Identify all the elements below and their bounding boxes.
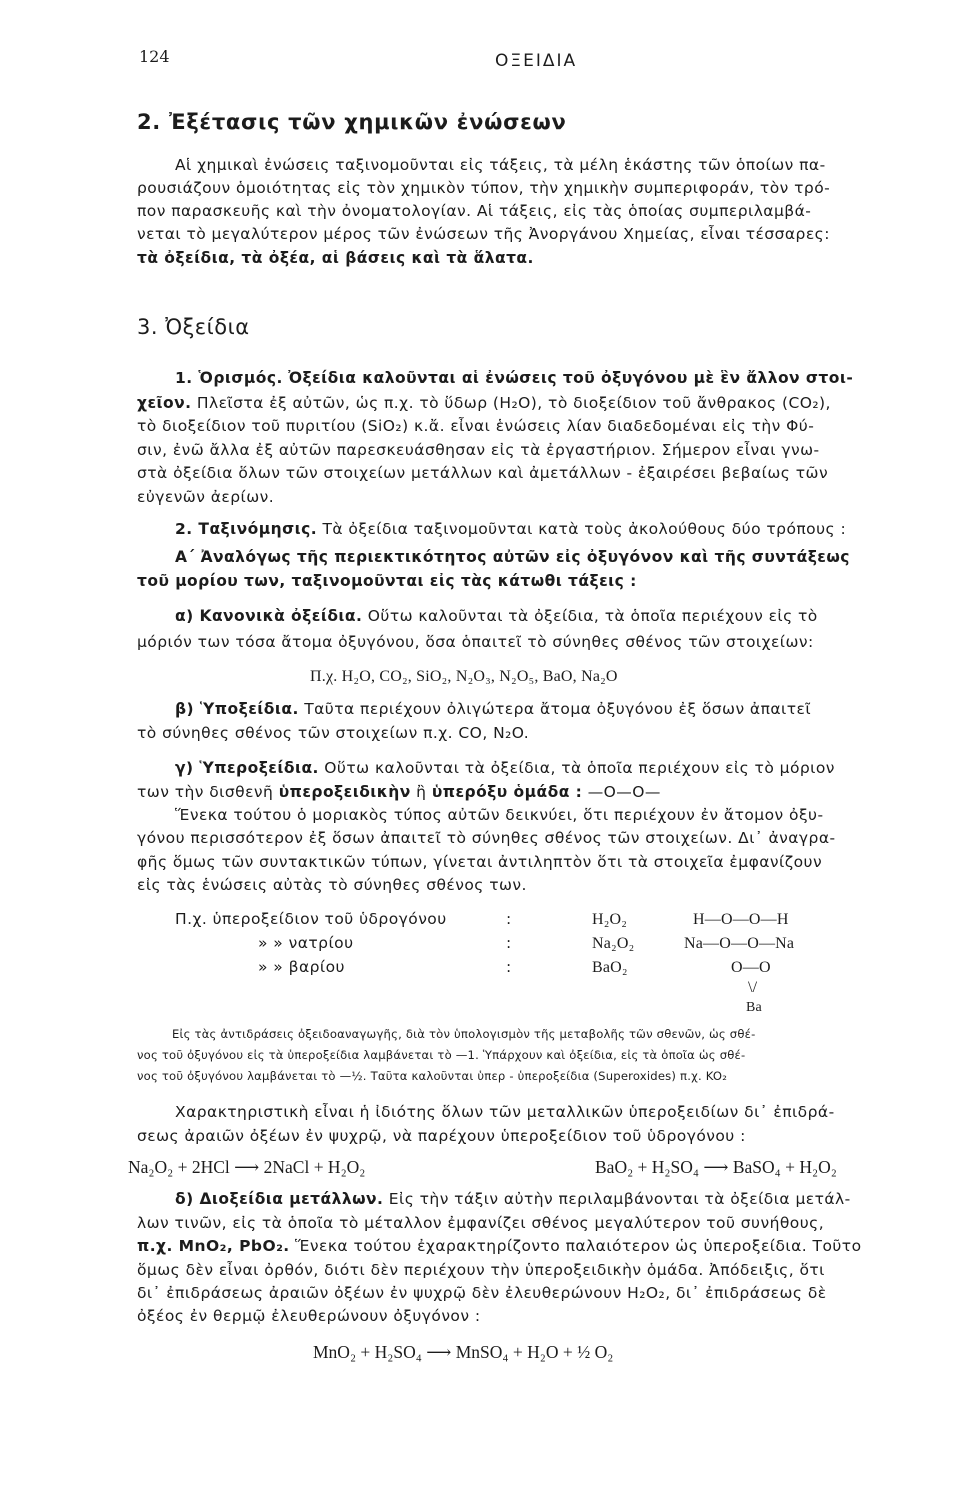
dioxides-label: δ) Διοξείδια μετάλλων. [175, 1190, 384, 1208]
dioxides-line: λων τινῶν, εἰς τὰ ὁποῖα τὸ μέταλλον ἐμφανίζει σθένος μεγαλύτερον τοῦ συνήθους, [137, 1214, 825, 1232]
peroxide-sep: : [506, 958, 512, 976]
dioxides-text: Εἰς τὴν τάξιν αὐτὴν περιλαμβάνονται τὰ ὀξείδια μετάλ- [388, 1190, 851, 1208]
peroxides-line: γόνου περισσότερον ἐξ ὅσων ἀπαιτεῖ τὸ σύνηθες σθένος τῶν στοιχείων. Δι᾿ ἀναγρα- [137, 829, 836, 847]
peroxides-text: Οὕτω καλοῦνται τὰ ὀξείδια, τὰ ὁποῖα περιέχουν εἰς τὸ μόριον [324, 759, 835, 777]
footnote-line: νος τοῦ ὀξυγόνου λαμβάνεται τὸ —½. Ταῦτα καλοῦνται ὑπερ - ὑπεροξείδια (Superoxides) π.χ. KO₂ [137, 1069, 728, 1083]
peroxide-structure: Na—O—O—Na [684, 935, 795, 952]
footnote-line: νος τοῦ ὀξυγόνου εἰς τὰ ὑπεροξείδια λαμβάνεται τὸ —1. Ὑπάρχουν καὶ ὀξείδια, εἰς τὰ ὁποῖα ὡς σθέ- [137, 1048, 746, 1062]
property-line: σεως ἀραιῶν ὀξέων ἐν ψυχρῷ, νὰ παρέχουν ὑπεροξείδιον τοῦ ὑδρογόνου : [137, 1127, 746, 1145]
definition-line: σιν, ἐνῶ ἄλλα ἐξ αὐτῶν παρεσκευάσθησαν εἰς τὰ ἐργαστήριον. Σήμερον εἶναι γνω- [137, 441, 820, 459]
normal-oxides-example: Π.χ. H₂O, CO₂, SiO₂, N₂O₃, N₂O₅, BaO, Na₂O [310, 668, 618, 685]
category-a-line: τοῦ μορίου των, ταξινομοῦνται εἰς τὰς κάτωθι τάξεις : [137, 572, 637, 590]
classification-line [175, 522, 846, 538]
classification-label: 2. Ταξινόμησις. [175, 520, 318, 538]
definition-text: χεῖον. [137, 394, 192, 412]
dioxides-text: Ἕνεκα τούτου ἐχαρακτηρίζοντο παλαιότερον ὡς ὑπεροξείδια. Τοῦτο [295, 1237, 862, 1255]
definition-line: τὸ διοξείδιον τοῦ πυριτίου (SiO₂) κ.ἄ. εἶναι ἑνώσεις λίαν διαδεδομέναι εἰς τὴν Φύ- [137, 417, 815, 435]
peroxide-sep: : [506, 910, 512, 928]
category-a-line: Α΄ Ἀναλόγως τῆς περιεκτικότητος αὐτῶν εἰς ὀξυγόνον καὶ τῆς συντάξεως [175, 548, 850, 566]
suboxides-text: Ταῦτα περιέχουν ὀλιγώτερα ἄτομα ὀξυγόνου ἐξ ὅσων ἀπαιτεῖ [304, 700, 812, 718]
peroxides-text: ἢ [416, 783, 427, 801]
peroxide-name: » » νατρίου [258, 934, 354, 952]
barium-bond-vee: \/ [748, 979, 758, 996]
definition-text: Πλεῖστα ἐξ αὐτῶν, ὡς π.χ. τὸ ὕδωρ (H₂O), τὸ διοξείδιον τοῦ ἄνθρακος (CO₂), [196, 394, 831, 412]
section-2-line: πον παρασκευῆς καὶ τὴν ὀνοματολογίαν. Αἱ τάξεις, εἰς τὰς ὁποίας συμπεριλαμβά- [137, 202, 812, 220]
peroxides-label: γ) Ὑπεροξείδια. [175, 759, 319, 777]
dioxides-line [175, 1192, 851, 1208]
dioxides-examples: π.χ. MnO₂, PbO₂. [137, 1237, 290, 1255]
classification-text: Τὰ ὀξείδια ταξινομοῦνται κατὰ τοὺς ἀκολούθους δύο τρόπους : [322, 520, 847, 538]
suboxides-label: β) Ὑποξείδια. [175, 700, 299, 718]
peroxide-sep: : [506, 934, 512, 952]
section-2-line: τὰ ὀξείδια, τὰ ὀξέα, αἱ βάσεις καὶ τὰ ἅλατα. [137, 249, 534, 267]
dioxides-line: δι᾿ ἐπιδράσεως ἀραιῶν ὀξέων ἐν ψυχρῷ δὲν ἐλευθερώνουν H₂O₂, δι᾿ ἐπιδράσεως δὲ [137, 1284, 827, 1302]
peroxides-line: φῆς ὅμως τῶν συντακτικῶν τύπων, γίνεται ἀντιληπτὸν ὅτι τὰ στοιχεῖα ἐμφανίζουν [137, 853, 823, 871]
peroxides-line: Ἕνεκα τούτου ὁ μοριακὸς τύπος αὐτῶν δεικνύει, ὅτι περιέχουν ἐν ἄτομον ὀξυ- [175, 806, 824, 824]
peroxide-formula: BaO₂ [592, 959, 628, 976]
normal-oxides-label: α) Κανονικὰ ὀξείδια. [175, 607, 363, 625]
barium-label: Ba [746, 1000, 762, 1015]
section-3-heading: 3. Ὀξείδια [137, 315, 250, 339]
property-line: Χαρακτηριστικὴ εἶναι ἡ ἰδιότης ὅλων τῶν μεταλλικῶν ὑπεροξειδίων δι᾿ ἐπιδρά- [175, 1103, 835, 1121]
peroxide-name: Π.χ. ὑπεροξείδιον τοῦ ὑδρογόνου [175, 910, 447, 928]
dioxides-line: ὅμως δὲν εἶναι ὀρθόν, διότι δὲν περιέχουν τὴν ὑπεροξειδικὴν ὁμάδα. Ἀπόδειξις, ὅτι [137, 1261, 825, 1279]
definition-label: 1. Ὁρισμός. [175, 369, 283, 387]
normal-oxides-line: μόριόν των τόσα ἄτομα ὀξυγόνου, ὅσα ὁπαιτεῖ τὸ σύνηθες σθένος τῶν στοιχείων: [137, 633, 814, 651]
equation-barium-peroxide: BaO₂ + H₂SO₄ ⟶ BaSO₄ + H₂O₂ [595, 1157, 837, 1177]
running-title: ΟΞΕΙΔΙΑ [495, 51, 578, 71]
footnote-line: Εἰς τὰς ἀντιδράσεις ὀξειδοαναγωγῆς, διὰ τὸν ὑπολογισμὸν τῆς μεταβολῆς τῶν σθενῶν, ὡς σθέ- [172, 1027, 756, 1041]
peroxide-structure: H—O—O—H [693, 911, 789, 928]
section-2-line: Αἱ χημικαὶ ἐνώσεις ταξινομοῦνται εἰς τάξεις, τὰ μέλη ἑκάστης τῶν ὁποίων πα- [175, 156, 826, 174]
peroxide-name: » » βαρίου [258, 958, 345, 976]
equation-manganese-dioxide: MnO₂ + H₂SO₄ ⟶ MnSO₄ + H₂O + ½ O₂ [313, 1342, 614, 1362]
peroxides-line [175, 761, 835, 777]
peroxides-line [137, 785, 661, 801]
peroxides-line: εἰς τὰς ἑνώσεις αὐτὰς τὸ σύνηθες σθένος των. [137, 876, 527, 894]
equation-sodium-peroxide: Na₂O₂ + 2HCl ⟶ 2NaCl + H₂O₂ [128, 1157, 366, 1177]
normal-oxides-text: Οὕτω καλοῦνται τὰ ὀξείδια, τὰ ὁποῖα περιέχουν εἰς τὸ [367, 607, 818, 625]
definition-line [137, 396, 831, 412]
peroxide-structure: O—O [731, 959, 771, 976]
suboxides-line [175, 702, 811, 718]
definition-line: στὰ ὀξείδια ὅλων τῶν στοιχείων μετάλλων καὶ ἀμετάλλων - ἐξαιρέσει βεβαίως τῶν [137, 464, 829, 482]
peroxide-formula: Na₂O₂ [592, 935, 635, 952]
suboxides-line: τὸ σύνηθες σθένος τῶν στοιχείων π.χ. CO, N₂O. [137, 724, 530, 742]
section-2-line: νεται τὸ μεγαλύτερον μέρος τῶν ἐνώσεων τῆς Ἀνοργάνου Χημείας, εἶναι τέσσαρες: [137, 225, 830, 243]
page-number: 124 [139, 47, 170, 66]
peroxides-term: ὑπεροξειδικὴν [278, 783, 411, 801]
peroxides-term: ὑπερόξυ ὁμάδα : [431, 783, 583, 801]
definition-text: Ὀξείδια καλοῦνται αἱ ἐνώσεις τοῦ ὀξυγόνου μὲ ἓν ἄλλον στοι- [288, 369, 854, 387]
definition-line: εὐγενῶν ἀερίων. [137, 488, 275, 506]
peroxides-text: των τὴν δισθενῆ [137, 783, 274, 801]
section-2-heading: 2. Ἐξέτασις τῶν χημικῶν ἐνώσεων [137, 110, 567, 134]
definition-line [175, 371, 853, 387]
section-2-line: ρουσιάζουν ὁμοιότητας εἰς τὸν χημικὸν τύπον, τὴν χημικὴν συμπεριφοράν, τὸν τρό- [137, 179, 831, 197]
normal-oxides-line [175, 609, 818, 625]
dioxides-line: ὀξέος ἐν θερμῷ ἐλευθερώνουν ὀξυγόνον : [137, 1307, 481, 1325]
peroxo-group: —O—O— [587, 783, 661, 801]
dioxides-line [137, 1239, 862, 1255]
peroxide-formula: H₂O₂ [592, 911, 628, 928]
